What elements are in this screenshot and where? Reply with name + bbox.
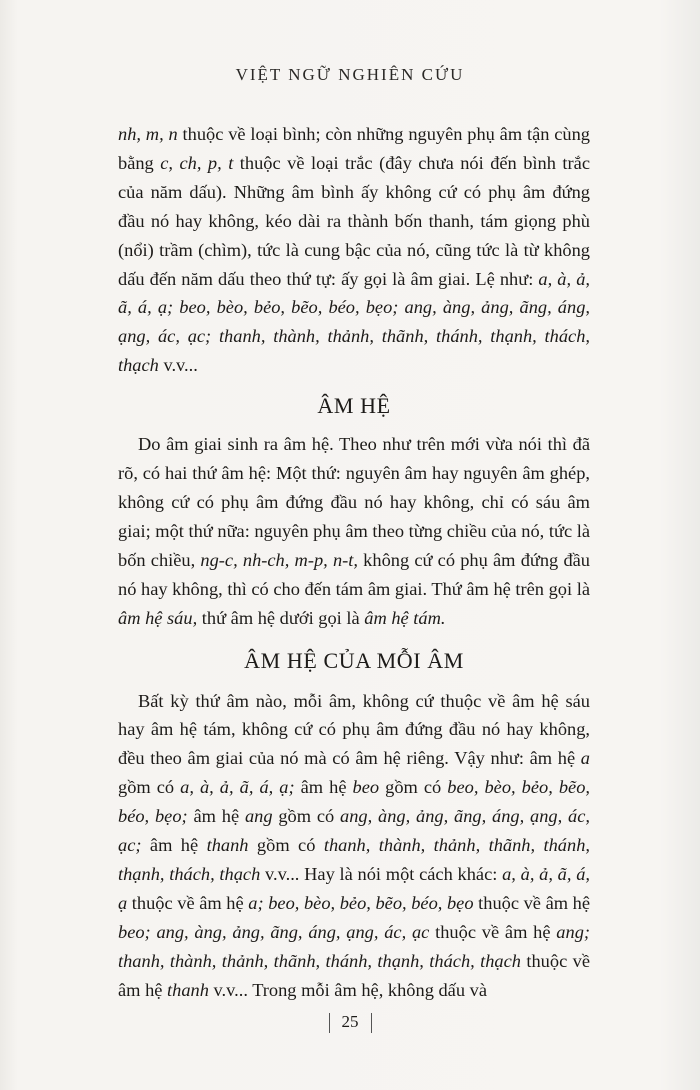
paragraph-3 — [118, 687, 590, 1005]
italic-span: ang; thanh, thành, thảnh, thãnh, thánh, thạnh, thách, thạch — [118, 921, 591, 971]
text-span: âm hệ — [294, 777, 353, 798]
text-span: Bất kỳ thứ âm nào, mỗi âm, không cứ thuộc về âm hệ sáu hay âm hệ tám, không cứ có phụ âm đứng đầu nó hay không, đều theo âm giai của nó mà có âm hệ riêng. Vậy như: âm hệ — [118, 690, 590, 769]
italic-span: beo — [352, 777, 380, 798]
text-span: thuộc về loại trắc (đây chưa nói đến bình trắc của năm dấu). Những âm bình ấy không cứ có phụ âm đứng đầu nó hay không, kéo dài ra thành bốn thanh, tám giọng phù (nổi) trầm (chìm), tức là cung bậc của nó, cũng tức là từ không dấu đến năm dấu theo thứ tự: ấy gọi là âm giai. Lệ như: — [118, 152, 590, 289]
text-span: âm hệ — [141, 835, 207, 856]
italic-span: beo; ang, àng, ảng, ãng, áng, ạng, ác, ạc — [118, 921, 430, 942]
italic-span: a — [580, 748, 590, 769]
italic-span: nh, m, n — [118, 124, 178, 144]
text-span: gồm có — [248, 835, 324, 856]
italic-span: a; beo, bèo, bẻo, bẽo, béo, bẹo — [248, 892, 474, 913]
section-heading-am-he: ÂM HỆ — [317, 393, 391, 419]
italic-span: a, à, ả, ã, á, ạ — [118, 863, 591, 913]
text-span: gồm có — [379, 777, 448, 798]
italic-span: ng-c, nh-ch, m-p, n-t, — [200, 549, 358, 570]
text-span: gồm có — [272, 806, 341, 827]
italic-span: âm hệ tám. — [364, 607, 446, 628]
text-span: v.v... Trong mỗi âm hệ, không dấu và — [208, 979, 487, 1000]
italic-span: ang, àng, ảng, ãng, áng, ạng, ác, ạc; — [118, 806, 590, 856]
italic-span: a, à, ả, ã, á, ạ; beo, bèo, bẻo, bẽo, béo, bẹo; ang, àng, ảng, ãng, áng, ạng, ác, ạc; thanh, thành, thảnh, thãnh, thánh, thạnh, thách, thạch — [118, 268, 590, 376]
text-span: thuộc về âm hệ — [127, 892, 249, 913]
italic-span: ang — [244, 806, 273, 827]
text-span: thuộc về loại bình; còn những nguyên phụ âm tận cùng bằng — [118, 124, 590, 173]
text-span: gồm có — [118, 777, 181, 798]
italic-span: âm hệ sáu, — [118, 607, 198, 628]
paragraph-1 — [118, 120, 590, 380]
page-number: 25 — [341, 1012, 359, 1031]
text-span: thuộc về âm hệ — [118, 950, 590, 1000]
text-body — [118, 120, 590, 1004]
text-span: thứ âm hệ dưới gọi là — [197, 607, 365, 628]
italic-span: c, ch, p, t — [160, 152, 234, 173]
italic-span: a, à, ả, ã, á, ạ; — [180, 777, 295, 798]
folio-left-rule — [329, 1013, 330, 1033]
page-number-footer — [0, 1012, 700, 1033]
paragraph-2 — [118, 430, 590, 632]
text-span: v.v... — [158, 355, 198, 376]
text-span: thuộc về âm hệ — [429, 921, 557, 942]
italic-span: beo, bèo, bẻo, bẽo, béo, bẹo; — [118, 777, 590, 827]
folio-right-rule — [371, 1013, 372, 1033]
running-title: VIỆT NGỮ NGHIÊN CỨU — [235, 65, 465, 84]
text-span: không cứ có phụ âm đứng đầu nó hay không, thì có cho đến tám âm giai. Thứ âm hệ trên gọi là — [118, 549, 590, 599]
text-span: Do âm giai sinh ra âm hệ. Theo như trên mới vừa nói thì đã rõ, có hai thứ âm hệ: Một thứ: nguyên âm hay nguyên âm ghép, không cứ có phụ âm đứng đầu nó hay không, chỉ có sáu âm giai; một thứ nữa: nguyên phụ âm theo từng chiều của nó, tức là bốn chiều, — [118, 434, 590, 570]
section-heading-am-he-cua-moi-am: ÂM HỆ CỦA MỖI ÂM — [244, 647, 464, 673]
text-span: thuộc về âm hệ — [473, 892, 591, 913]
text-span: âm hệ — [187, 806, 245, 827]
italic-span: thanh — [206, 835, 249, 856]
text-span: v.v... Hay là nói một cách khác: — [260, 863, 503, 884]
italic-span: thanh — [167, 979, 209, 1000]
italic-span: thanh, thành, thảnh, thãnh, thánh, thạnh, thách, thạch — [118, 835, 590, 884]
